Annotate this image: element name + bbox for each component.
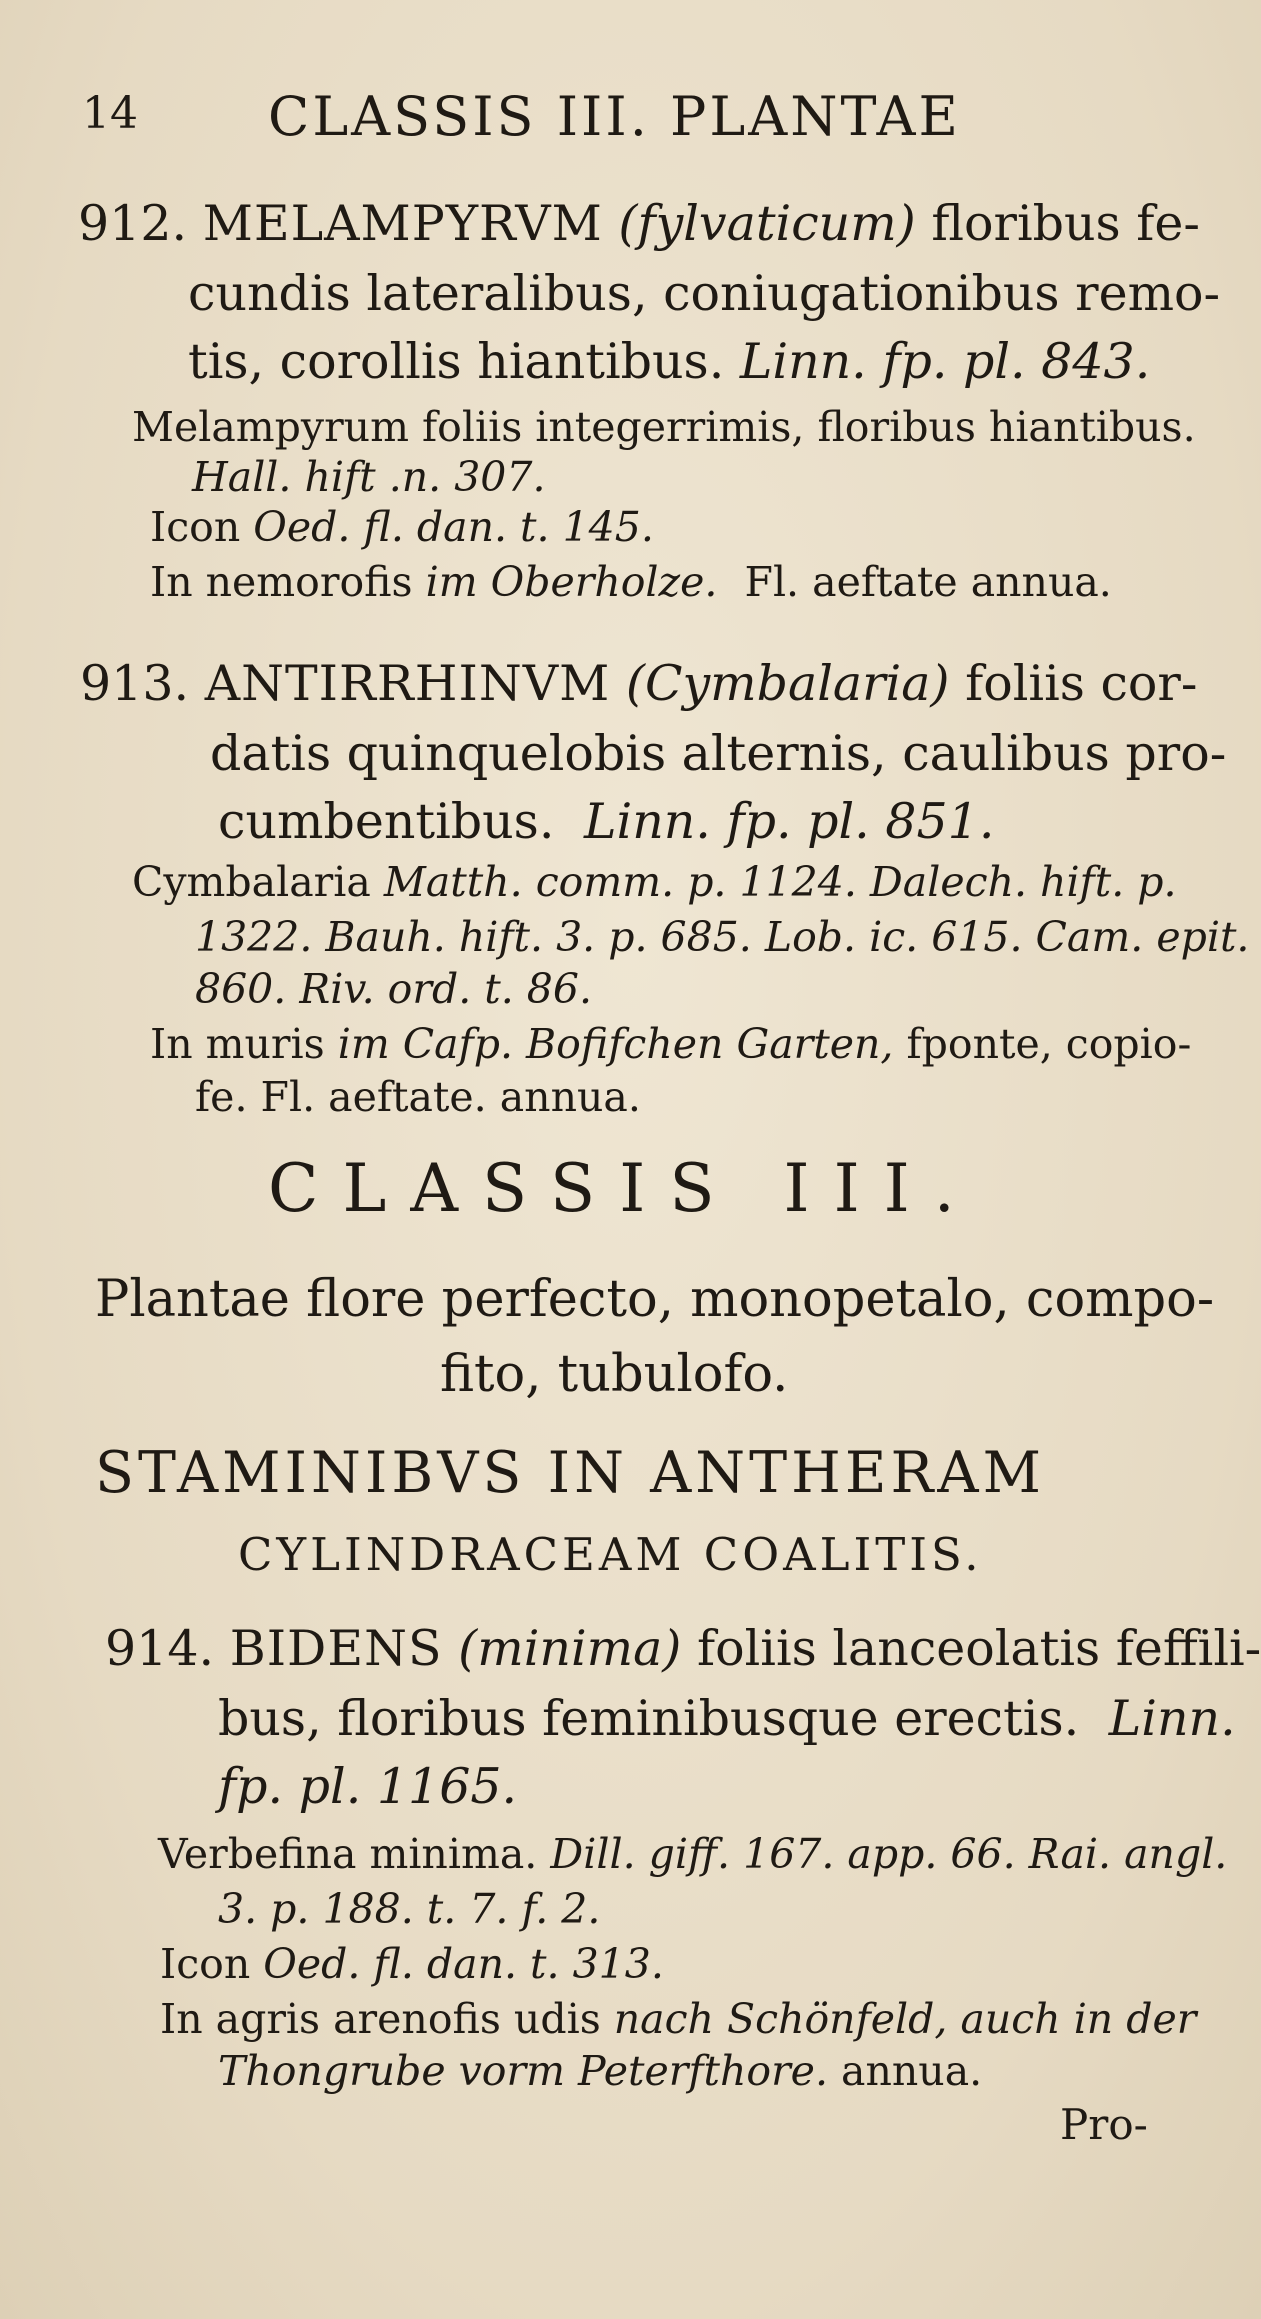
entry-914-number: 914. bbox=[105, 1620, 215, 1677]
entry-912-line-3: tis, corollis hiantibus. Linn. fp. pl. 843. bbox=[188, 333, 1151, 390]
entry-914-synonym: Verbefina minima. Dill. giff. 167. app. 66. Rai. angl. bbox=[158, 1830, 1228, 1878]
entry-912-synonym: Melampyrum foliis integerrimis, floribus hiantibus. bbox=[132, 403, 1196, 451]
classis-description: Plantae flore perfecto, monopetalo, compo- bbox=[95, 1270, 1215, 1329]
entry-914-icon: Icon Oed. fl. dan. t. 313. bbox=[160, 1940, 664, 1988]
entry-913-habitat: In muris im Cafp. Bofifchen Garten, fponte, copio- bbox=[150, 1020, 1192, 1068]
entry-912-habitat: In nemorofis im Oberholze. Fl. aeftate annua. bbox=[150, 558, 1112, 606]
entry-913-citation: Linn. fp. pl. 851. bbox=[583, 793, 995, 850]
entry-914-genus: BIDENS bbox=[229, 1620, 443, 1677]
entry-914-line-3: fp. pl. 1165. bbox=[218, 1758, 518, 1815]
entry-913-genus: ANTIRRHINVM bbox=[204, 655, 611, 712]
entry-913-synonym-line-2: 1322. Bauh. hift. 3. p. 685. Lob. ic. 615. Cam. epit. bbox=[195, 913, 1250, 961]
classis-heading: CLASSIS III. bbox=[268, 1150, 979, 1227]
entry-912-genus: MELAMPYRVM bbox=[202, 195, 603, 252]
entry-913-species: (Cymbalaria) bbox=[625, 655, 950, 712]
entry-914-synonym-line-2: 3. p. 188. t. 7. f. 2. bbox=[218, 1885, 601, 1933]
entry-914-citation: Linn. bbox=[1108, 1690, 1236, 1747]
entry-912-synonym-ref: Hall. hift .n. 307. bbox=[192, 453, 546, 501]
entry-912-desc: floribus fe- bbox=[931, 195, 1200, 252]
entry-914-habitat-line-2: Thongrube vorm Peterfthore. annua. bbox=[218, 2047, 983, 2095]
entry-914-desc: foliis lanceolatis feffili- bbox=[697, 1620, 1261, 1677]
entry-912-line-1 bbox=[78, 195, 1200, 252]
subclass-heading: STAMINIBVS IN ANTHERAM bbox=[95, 1440, 1045, 1506]
entry-913-habitat-line-2: fe. Fl. aeftate. annua. bbox=[195, 1073, 641, 1121]
entry-912-species: (fylvaticum) bbox=[618, 195, 916, 252]
subclass-heading-line-2: CYLINDRACEAM COALITIS. bbox=[238, 1528, 983, 1581]
entry-914-line-1 bbox=[105, 1620, 1261, 1677]
entry-912-line-2: cundis lateralibus, coniugationibus remo- bbox=[188, 265, 1221, 322]
entry-913-line-3: cumbentibus. Linn. fp. pl. 851. bbox=[218, 793, 995, 850]
entry-913-desc: foliis cor- bbox=[965, 655, 1198, 712]
entry-912-icon: Icon Oed. fl. dan. t. 145. bbox=[150, 503, 654, 551]
entry-913-number: 913. bbox=[80, 655, 190, 712]
entry-912-number: 912. bbox=[78, 195, 188, 252]
classis-description-line-2: fito, tubulofo. bbox=[440, 1345, 789, 1404]
entry-913-synonym: Cymbalaria Matth. comm. p. 1124. Dalech. hift. p. bbox=[132, 858, 1177, 906]
entry-913-line-1 bbox=[80, 655, 1197, 712]
catchword: Pro- bbox=[1060, 2100, 1148, 2149]
entry-913-synonym-line-3: 860. Riv. ord. t. 86. bbox=[195, 965, 593, 1013]
entry-913-line-2: datis quinquelobis alternis, caulibus pro- bbox=[210, 725, 1227, 782]
entry-912-citation: Linn. fp. pl. 843. bbox=[739, 333, 1151, 390]
page-number: 14 bbox=[82, 88, 138, 139]
entry-914-species: (minima) bbox=[458, 1620, 682, 1677]
entry-914-habitat: In agris arenofis udis nach Schönfeld, auch in der bbox=[160, 1995, 1197, 2043]
running-title: CLASSIS III. PLANTAE bbox=[268, 85, 961, 148]
entry-914-line-2: bus, floribus feminibusque erectis. Linn. bbox=[218, 1690, 1236, 1747]
